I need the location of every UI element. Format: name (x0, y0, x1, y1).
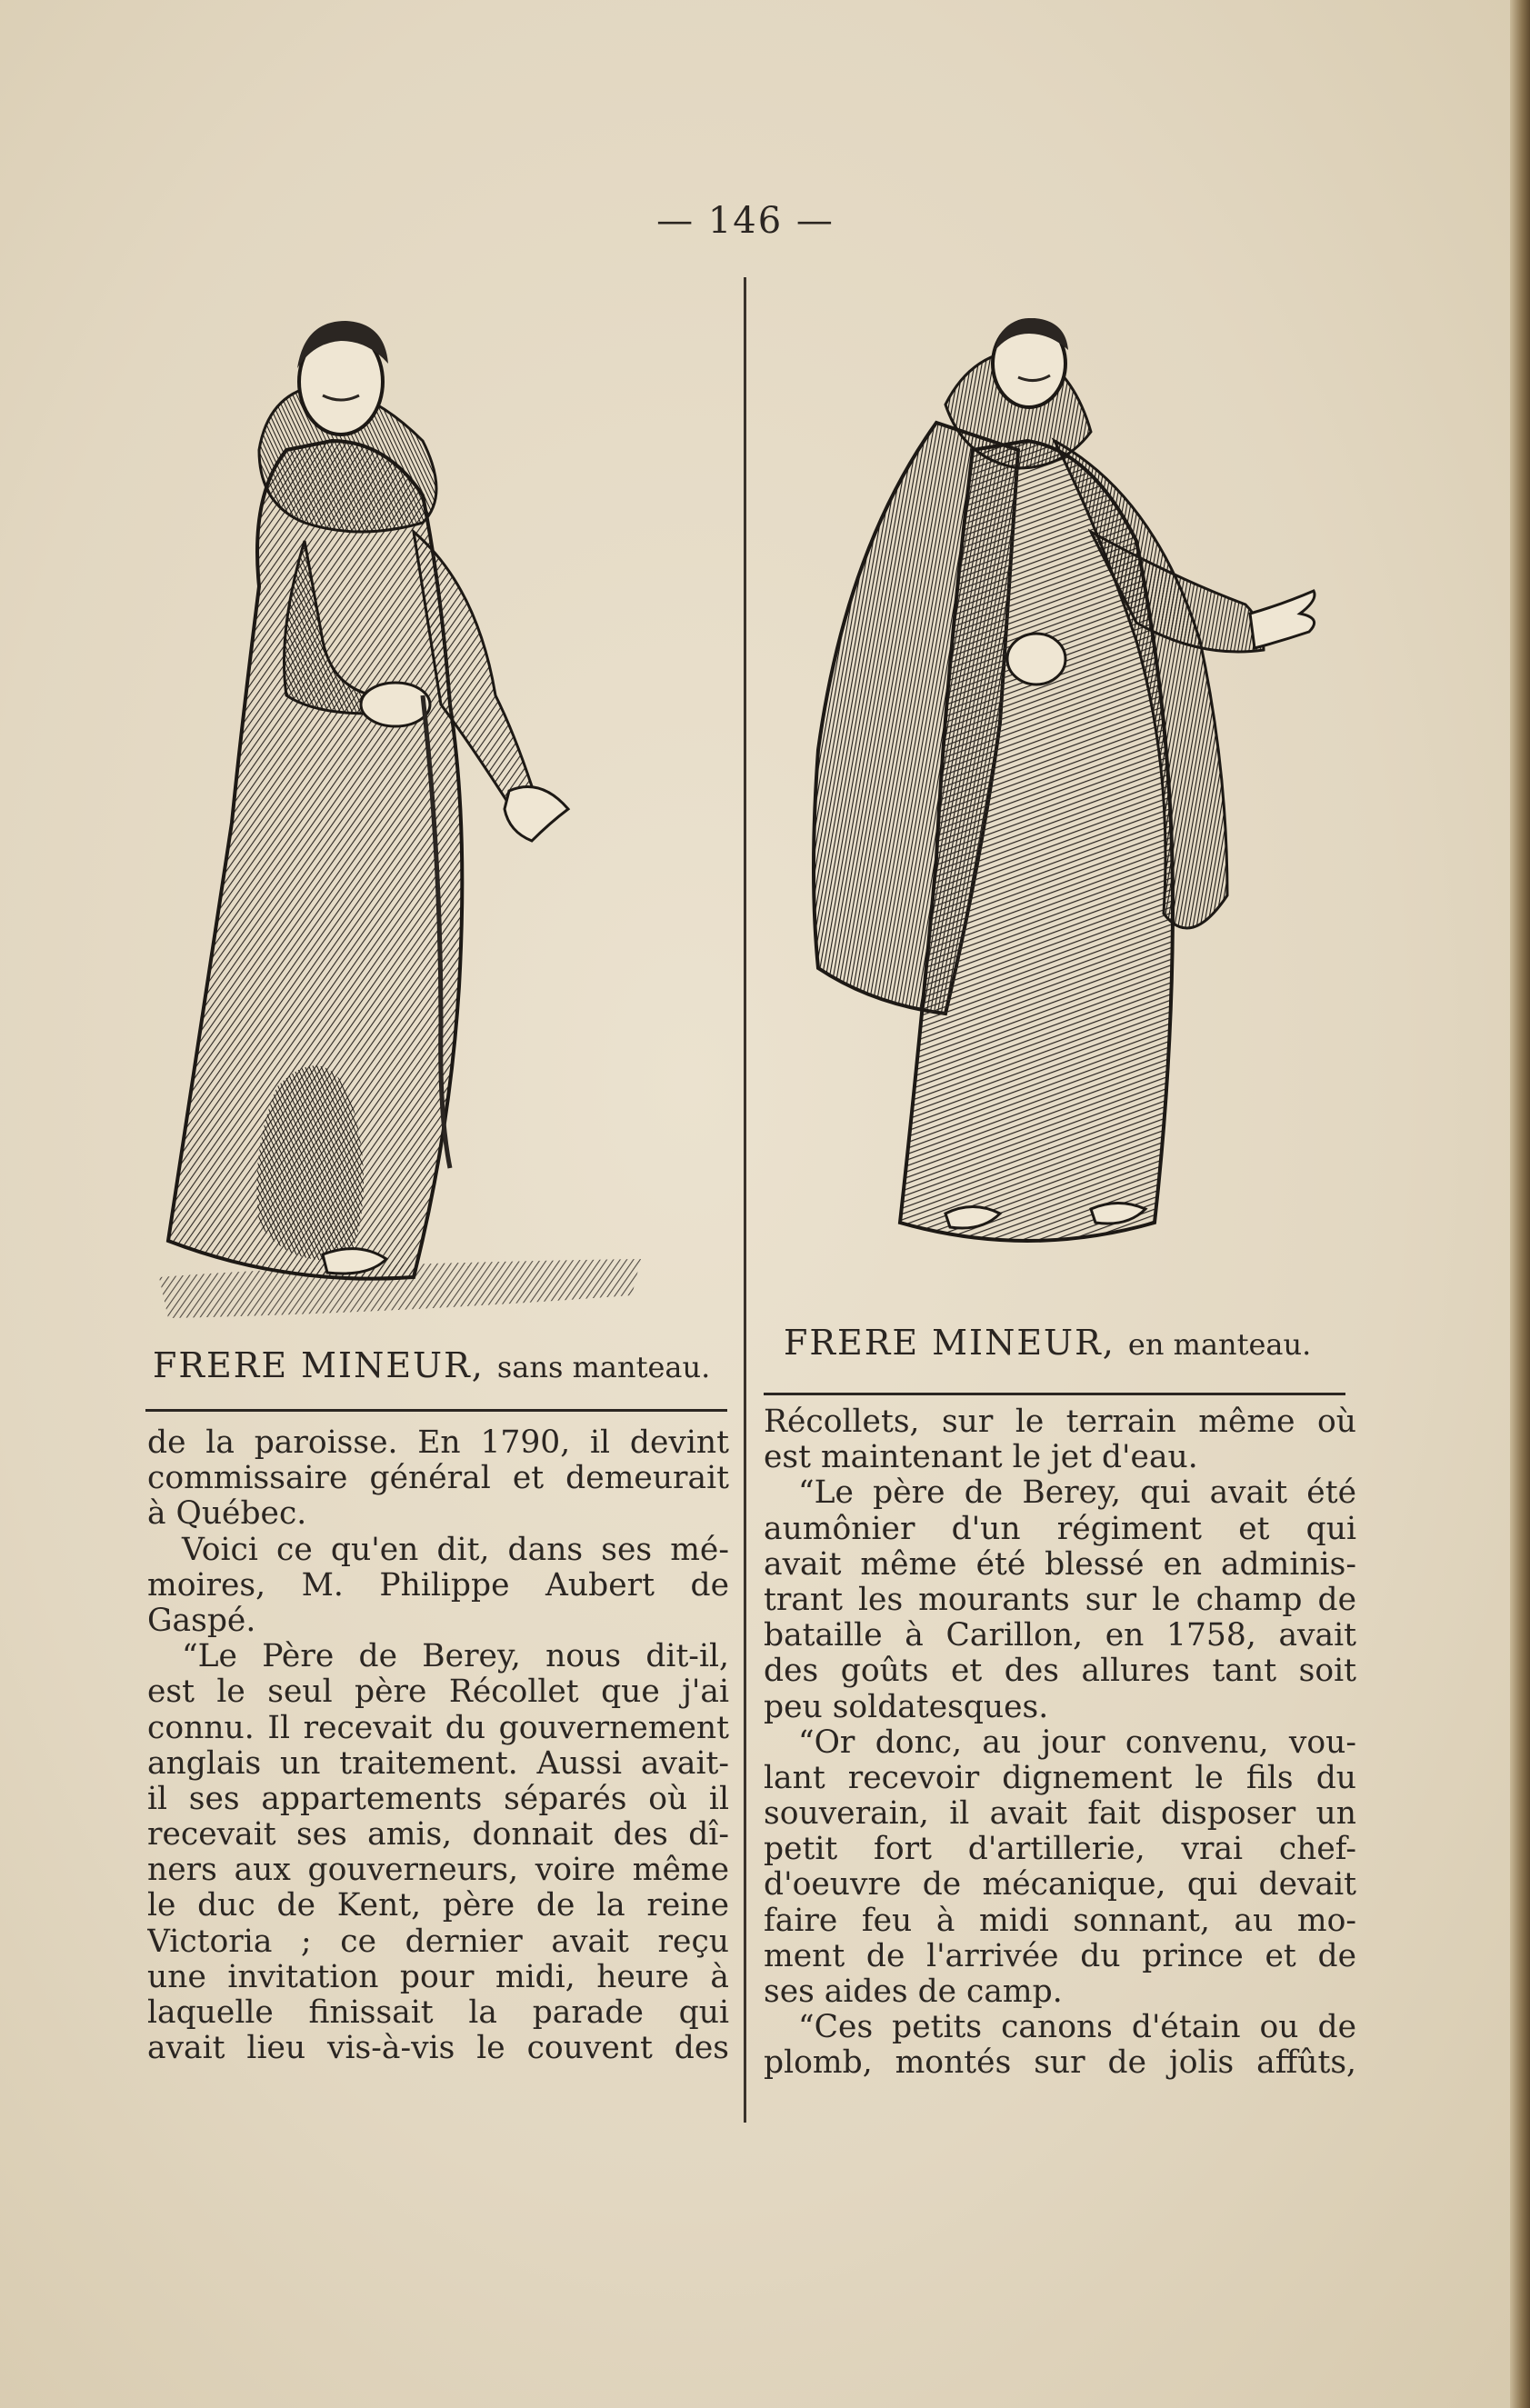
text-line: ners aux gouverneurs, voire même (147, 1853, 729, 1889)
text-line: “Le père de Berey, qui avait été (798, 1475, 1356, 1512)
right-figure-caption (784, 1323, 1311, 1363)
text-line: ses aides de camp. (764, 1974, 1063, 2010)
left-figure-caption (153, 1345, 710, 1385)
friar-without-mantle-illustration (150, 314, 659, 1359)
right-text-column (764, 1404, 1356, 2082)
text-line: Victoria ; ce dernier avait reçu (147, 1923, 729, 1960)
text-line: aumônier d'un régiment et qui (764, 1511, 1356, 1547)
text-line: faire feu à midi sonnant, au mo- (764, 1903, 1356, 1939)
text-line: peu soldatesques. (764, 1689, 1049, 1725)
left-text-column (147, 1425, 729, 2066)
text-line: d'oeuvre de mécanique, qui devait (764, 1867, 1356, 1903)
friar-with-mantle-illustration (791, 314, 1336, 1295)
text-line: est le seul père Récollet que j'ai (147, 1674, 729, 1711)
text-line: connu. Il recevait du gouvernement (147, 1710, 729, 1746)
text-line: avait lieu vis-à-vis le couvent des (147, 2031, 729, 2067)
right-caption-title: FRERE MINEUR, (784, 1323, 1115, 1363)
text-line: moires, M. Philippe Aubert de (147, 1567, 729, 1604)
text-line: laquelle finissait la parade qui (147, 1995, 729, 2031)
text-line: souverain, il avait fait disposer un (764, 1796, 1356, 1833)
text-line: des goûts et des allures tant soit (764, 1654, 1356, 1690)
text-line: ment de l'arrivée du prince et de (764, 1938, 1356, 1974)
page-number: — 146 — (656, 200, 835, 242)
right-caption-rest: en manteau. (1127, 1327, 1312, 1362)
friar-with-mantle-engraving (791, 314, 1336, 1295)
text-line: lant recevoir dignement le fils du (764, 1760, 1356, 1796)
text-line: est maintenant le jet d'eau. (764, 1440, 1198, 1476)
text-line: recevait ses amis, donnait des dî- (147, 1817, 729, 1853)
text-line: Gaspé. (147, 1603, 256, 1639)
text-line: Voici ce qu'en dit, dans ses mé- (182, 1532, 729, 1568)
text-line: plomb, montés sur de jolis affûts, (764, 2045, 1356, 2082)
text-line: “Le Père de Berey, nous dit-il, (182, 1639, 729, 1675)
text-line: trant les mourants sur le champ de (764, 1582, 1356, 1618)
left-caption-title: FRERE MINEUR, (153, 1345, 485, 1385)
text-line: commissaire général et demeurait (147, 1461, 729, 1497)
text-line: “Ces petits canons d'étain ou de (798, 2010, 1356, 2046)
text-line: de la paroisse. En 1790, il devint (147, 1425, 729, 1461)
text-line: anglais un traitement. Aussi avait- (147, 1745, 729, 1782)
right-caption-rule (764, 1393, 1345, 1395)
text-line: il ses appartements séparés où il (147, 1781, 729, 1817)
text-line: une invitation pour midi, heure à (147, 1959, 729, 1995)
text-line: avait même été blessé en adminis- (764, 1546, 1356, 1583)
left-caption-rest: sans manteau. (496, 1350, 711, 1384)
left-caption-rule (145, 1409, 727, 1412)
text-line: à Québec. (147, 1496, 307, 1533)
page-edge-shadow (1510, 0, 1530, 2408)
text-line: bataille à Carillon, en 1758, avait (764, 1618, 1356, 1654)
text-line: “Or donc, au jour convenu, vou- (798, 1724, 1356, 1761)
text-line: petit fort d'artillerie, vrai chef- (764, 1832, 1356, 1868)
column-divider (744, 277, 746, 2123)
text-line: Récollets, sur le terrain même où (764, 1404, 1356, 1440)
text-line: le duc de Kent, père de la reine (147, 1888, 729, 1924)
friar-without-mantle-engraving (150, 314, 659, 1359)
